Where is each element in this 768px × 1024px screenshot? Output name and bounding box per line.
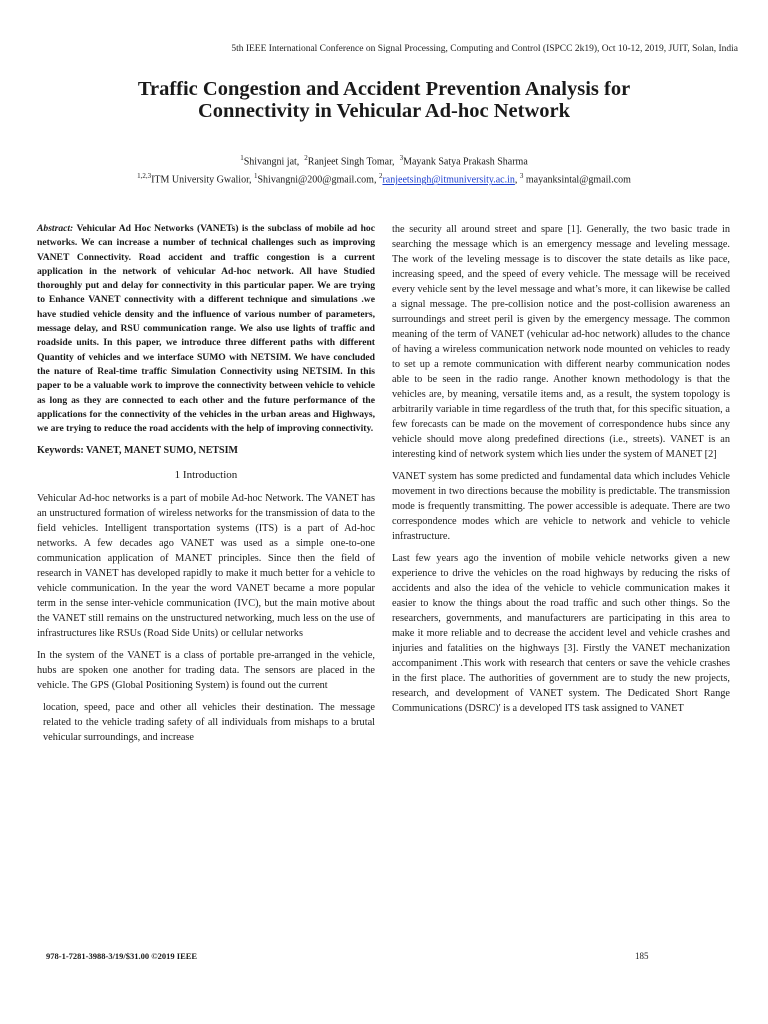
author-2: Ranjeet Singh Tomar, — [307, 156, 395, 168]
page-number: 185 — [635, 951, 649, 961]
intro-paragraph-1: Vehicular Ad-hoc networks is a part of mobile Ad-hoc Network. The VANET has an unstructured formation of wireless networks for the transmission of data to the field vehicles. Intelligent transportation systems (ITS) is a part of Ad-hoc networks. A few decades ago VANET was used as a simple one-to-one communication application of MANET principles. Since then the field of research in VANET has developed rapidly to make it much better for a vehicle to vehicle communication. In the year the word VANET became a more popular term in the sense inter-vehicle communication (IVC), but the main motive about the VANET still remains on the unstructured networking, much less on the use of infrastructures like RSUs (Road Side Units) or cellular networks — [37, 493, 375, 640]
author-block — [0, 151, 768, 188]
abstract-text: Vehicular Ad Hoc Networks (VANETs) is the subclass of mobile ad hoc networks. We can increase a number of technical challenges such as improving VANET Connectivity. Road accident and traffic congestion is a current application in the network of vehicular Ad-hoc network. All have Studied thoroughly put and delay for connectivity in this particular paper. We are trying to Enhance VANET connectivity with a different technique and simulations .we have studied vehicle density and the influence of various number of parameters, message delay, and RSU communication range. We also use lights of traffic and roadside units. In this paper, we introduce three different paths with different Quantity of vehicles and we interface SUMO with NETSIM. We have concluded the nature of Real-time traffic Simulation Connectivity using NETSIM. In this paper to be a valuable work to improve the connectivity between vehicle to vehicle as long as they are connected to each other and the future performance of the applications for the connectivity of the vehicles in the urban areas and Highways, we are trying to reduce the road accidents with the help of improving connectivity. — [37, 223, 375, 435]
footer-isbn: 978-1-7281-3988-3/19/$31.00 ©2019 IEEE — [46, 951, 198, 961]
left-column — [37, 222, 375, 752]
intro-paragraph-2: In the system of the VANET is a class of portable pre-arranged in the vehicle, hubs are spoken one another for trading data. The sensors are placed in the vehicle. The GPS (Global Positioning System) is found out the current — [37, 650, 375, 692]
email-3: mayanksintal@gmail.com — [525, 174, 631, 186]
abstract-label: Abstract: — [37, 223, 74, 234]
title-line-1: Traffic Congestion and Accident Prevention Analysis for — [137, 78, 631, 100]
affiliation: ITM University Gwalior, — [151, 174, 252, 186]
author-3: Mayank Satya Prakash Sharma — [403, 156, 528, 168]
running-header: 5th IEEE International Conference on Signal Processing, Computing and Control (ISPCC 2k19), Oct 10-12, 2019, JUIT, Solan, India — [231, 44, 738, 54]
author-1: Shivangni jat, — [243, 156, 300, 168]
keywords: Keywords: VANET, MANET SUMO, NETSIM — [37, 445, 238, 457]
abstract — [37, 222, 375, 436]
email-2-link[interactable]: ranjeetsingh@itmuniversity.ac.in — [382, 174, 515, 186]
right-paragraph-2: VANET system has some predicted and fundamental data which includes Vehicle movement in two directions because the mobility is predictable. The transmission mode is frequently transmitting. The power accessible is adequate. There are two correspondence modes which are vehicle to network and vehicle to vehicle infrastructure. — [392, 471, 730, 542]
author-names: $^1$Shivangni jat, $^2$Ranjeet Singh Tomar, $^3$Mayank Satya Prakash Sharma — [240, 154, 528, 168]
right-paragraph-3: Last few years ago the invention of mobile vehicle networks given a new experience to drive the vehicles on the road highways by reducing the risks of accidents and also the idea of the vehicle to vehicle communication makes it easier to know the things about the road traffic and such other things. So the researchers, governments, and manufacturers are participating in this area to make it more reliable and to decrease the accident level and vehicle crashes and injuries and fatalities on the highways [3]. Firstly the VANET mechanization accompaniment .This work with research that centers or save the vehicle crashes in the first place. The authorities of government are to study the new projects, research, and development of VANET system. The Dedicated Short Range Communications (DSRC)' is a developed ITS task assigned to VANET — [392, 553, 730, 714]
title-line-2: Connectivity in Vehicular Ad-hoc Network — [197, 100, 571, 122]
affiliation-line: $^{1,2,3}$ITM University Gwalior, $^1$Shivangni@200@gmail.com, $^2$ranjeetsingh@itmuniversity.ac.in, $^3$ mayanksintal@gmail.com — [137, 172, 631, 186]
paper-title — [0, 78, 768, 122]
right-column — [392, 222, 730, 723]
intro-paragraph-3: location, speed, pace and other all vehicles their destination. The message related to the vehicle trading safety of all individuals from mishaps to a brutal vehicular surroundings, and increase — [43, 702, 375, 744]
section-heading-introduction: 1 Introduction — [174, 469, 238, 482]
email-1: Shivangni@200@gmail.com, — [257, 174, 377, 186]
right-paragraph-1: the security all around street and spare [1]. Generally, the two basic trade in searching the message which is an emergency message and leveling message. The work of the leveling message is to discover the state details as like pace, increasing speed, and the speed of every vehicle. The message will be received every vehicle sent by the level message and what’s more, it can likewise be called a signal message. The pre-collision notice and the post-collision awareness an surroundings and street peril is given by the emergency message. The common meaning of the term of VANET (vehicular ad-hoc network) alludes to the chance of having a wireless communication network node mounted on vehicles to ready to set up a remote communication with different nearby communication nodes able to be seen in the radio range. Another known methodology is that the vehicles are, by meaning, versatile items and, as a result, the system topology is arbitrarily variable in time regardless of the truth that, for this specific situation, a few forecasts can be made on the movement of correspondence hubs since any vehicle should move along predefined directions (i.e., streets). VANET is an interesting kind of network system which lies under the system of MANET [2] — [392, 224, 730, 460]
